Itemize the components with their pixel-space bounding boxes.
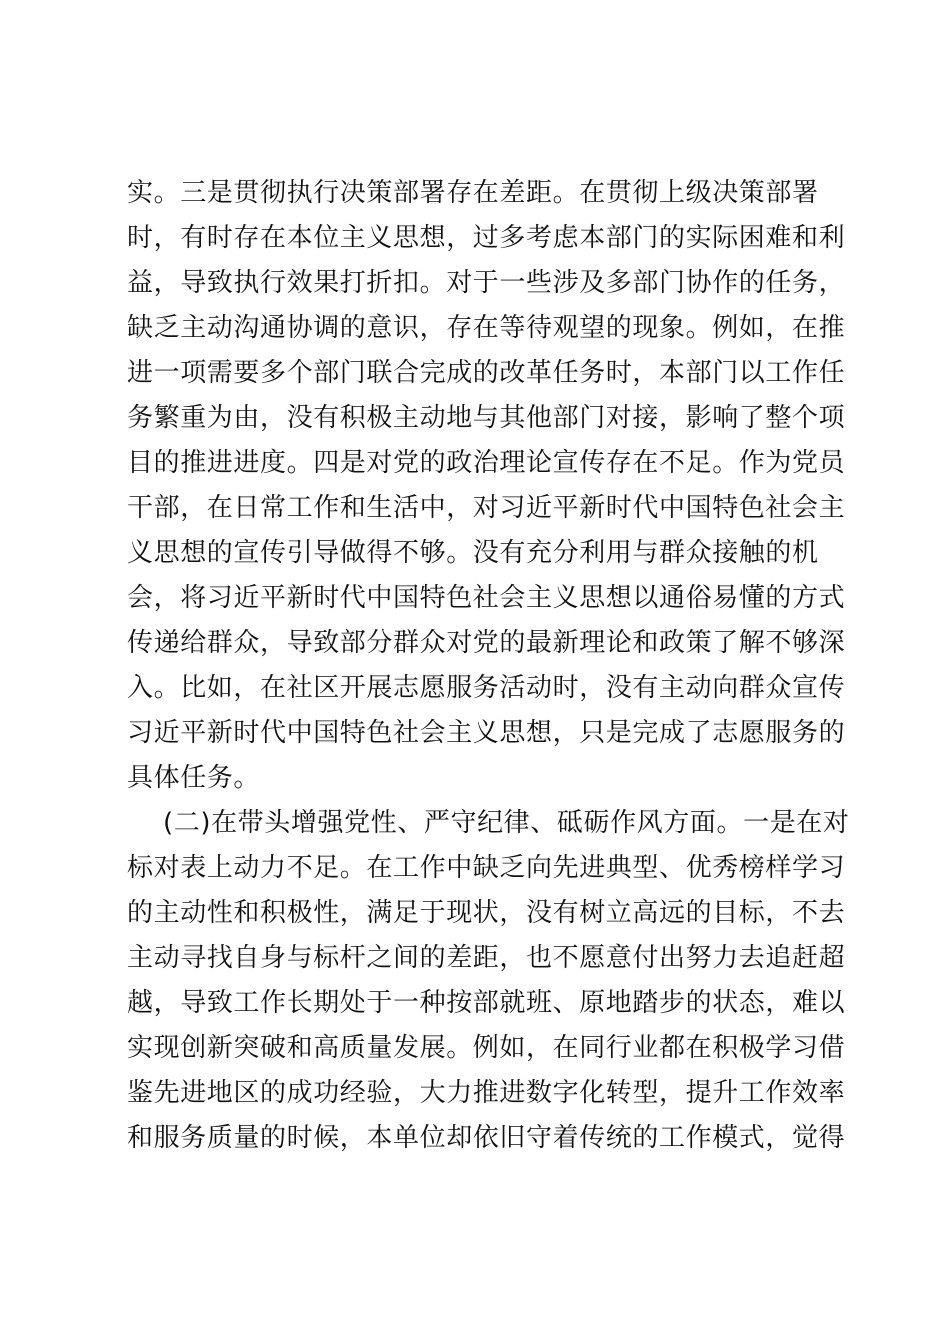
text-line: 习近平新时代中国特色社会主义思想，只是完成了志愿服务的 [127,718,846,748]
text-line: 益，导致执行效果打折扣。对于一些涉及多部门协作的任务， [127,268,846,298]
text-line: 进一项需要多个部门联合完成的改革任务时，本部门以工作任 [127,358,846,388]
text-line: 干部，在日常工作和生活中，对习近平新时代中国特色社会主 [127,493,846,523]
text-line: 时，有时存在本位主义思想，过多考虑本部门的实际困难和利 [127,223,846,253]
text-line: 的主动性和积极性，满足于现状，没有树立高远的目标，不去 [127,898,846,928]
text-line: 义思想的宣传引导做得不够。没有充分利用与群众接触的机 [127,538,819,568]
text-line: 传递给群众，导致部分群众对党的最新理论和政策了解不够深 [127,628,846,658]
section-heading-line: (二)在带头增强党性、严守纪律、砥砺作风方面。一是在对 [163,808,850,838]
text-line: 目的推进进度。四是对党的政治理论宣传存在不足。作为党员 [127,448,846,478]
text-line: 具体任务。 [127,763,261,793]
text-line: 越，导致工作长期处于一种按部就班、原地踏步的状态，难以 [127,988,846,1018]
text-line: 入。比如，在社区开展志愿服务活动时，没有主动向群众宣传 [127,673,846,703]
text-line: 和服务质量的时候，本单位却依旧守着传统的工作模式，觉得 [127,1123,846,1153]
text-line: 标对表上动力不足。在工作中缺乏向先进典型、优秀榜样学习 [127,853,846,883]
text-line: 主动寻找自身与标杆之间的差距，也不愿意付出努力去追赶超 [127,943,846,973]
text-line: 鉴先进地区的成功经验，大力推进数字化转型，提升工作效率 [127,1078,846,1108]
text-line: 实。三是贯彻执行决策部署存在差距。在贯彻上级决策部署 [127,178,819,208]
text-line: 会，将习近平新时代中国特色社会主义思想以通俗易懂的方式 [127,583,846,613]
text-line: 缺乏主动沟通协调的意识，存在等待观望的现象。例如，在推 [127,313,846,343]
text-line: 实现创新突破和高质量发展。例如，在同行业都在积极学习借 [127,1033,846,1063]
body-text [127,176,850,1166]
text-line: 务繁重为由，没有积极主动地与其他部门对接，影响了整个项 [127,403,846,433]
